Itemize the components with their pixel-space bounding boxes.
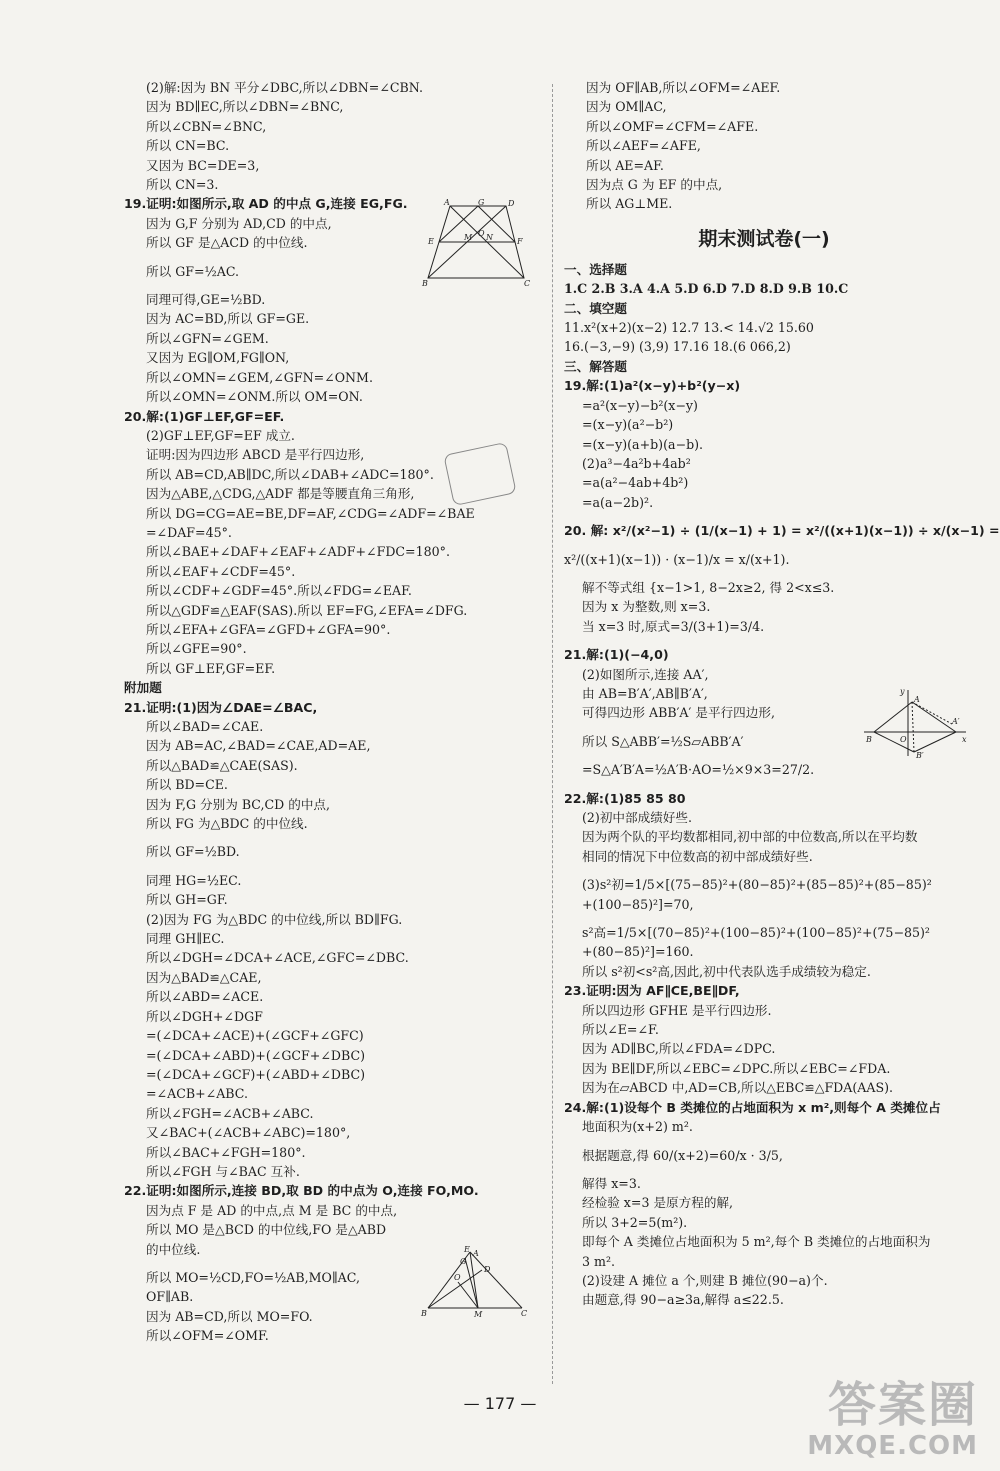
text-line: 因为 AD∥BC,所以∠FDA=∠DPC. bbox=[582, 1041, 776, 1057]
text-line: 同理 GH∥EC. bbox=[146, 931, 225, 947]
svg-text:G: G bbox=[460, 1257, 467, 1266]
text-line: 所以 AE=AF. bbox=[586, 157, 664, 173]
text-line: 相同的情况下中位数高的初中部成绩好些. bbox=[582, 848, 813, 864]
text-line: OF∥AB. bbox=[146, 1289, 194, 1305]
text-line: 因为 AB=CD,所以 MO=FO. bbox=[146, 1308, 313, 1324]
text-line: 所以∠AEF=∠AFE, bbox=[586, 138, 701, 154]
page-number: — 177 — bbox=[463, 1394, 537, 1413]
svg-text:D: D bbox=[508, 199, 515, 208]
text-line: 因为点 G 为 EF 的中点, bbox=[586, 177, 723, 193]
right-top-block bbox=[564, 78, 964, 214]
text-line: 3 m². bbox=[582, 1253, 616, 1269]
text-line: =S△A′B′A=½A′B·AO=½×9×3=27/2. bbox=[582, 762, 815, 778]
text-line: 19.解:(1)a²(x−y)+b²(y−x) bbox=[564, 378, 741, 394]
text-line: 所以∠BAD=∠CAE. bbox=[146, 719, 264, 734]
text-line: 由题意,得 90−a≥3a,解得 a≤22.5. bbox=[582, 1292, 784, 1308]
text-line: 经检验 x=3 是原方程的解, bbox=[582, 1195, 734, 1211]
text-line: 所以∠FGH 与∠BAC 互补. bbox=[146, 1163, 300, 1179]
text-line: 因为 BE∥DF,所以∠EBC=∠DPC.所以∠EBC=∠FDA. bbox=[582, 1060, 891, 1076]
text-line: =a²(x−y)−b²(x−y) bbox=[582, 397, 698, 413]
text-line: 所以 GH=GF. bbox=[146, 892, 228, 908]
text-line: 由 AB=B′A′,AB∥B′A′, bbox=[582, 685, 708, 701]
text-line: 11.x²(x+2)(x−2) 12.7 13.< 14.√2 15.60 bbox=[564, 320, 814, 336]
text-line: 所以 AB=CD,AB∥DC,所以∠DAB+∠ADC=180°. bbox=[146, 466, 434, 482]
text-line: 因为△BAD≌△CAE, bbox=[146, 969, 262, 985]
text-line: 根据题意,得 60/(x+2)=60/x · 3/5, bbox=[582, 1147, 783, 1163]
figure-q22-triangle bbox=[420, 1244, 532, 1318]
line-spacer bbox=[564, 636, 964, 645]
line-spacer bbox=[124, 833, 542, 842]
text-line: 的中位线. bbox=[146, 1241, 201, 1257]
text-line: 所以 S△ABB′=½S▱ABB′A′ bbox=[582, 733, 744, 749]
text-line: (3)s²初=1/5×[(75−85)²+(80−85)²+(85−85)²+(85−85)² bbox=[582, 877, 932, 893]
text-line: 21.解:(1)(−4,0) bbox=[564, 647, 669, 663]
figure-q21-coordinates bbox=[862, 688, 970, 760]
text-line: 所以 GF=½AC. bbox=[146, 263, 240, 279]
text-line: (2)因为 FG 为△BDC 的中位线,所以 BD∥FG. bbox=[146, 911, 403, 927]
text-line: 所以∠OMN=∠ONM.所以 OM=ON. bbox=[146, 389, 363, 405]
text-line: +(80−85)²]=160. bbox=[582, 944, 694, 960]
svg-text:A: A bbox=[444, 198, 450, 207]
svg-text:E: E bbox=[428, 237, 434, 246]
text-line: (2)a³−4a²b+4ab² bbox=[582, 455, 691, 471]
svg-text:O: O bbox=[900, 735, 907, 744]
text-line: 所以 BD=CE. bbox=[146, 777, 228, 793]
text-line: 又因为 BC=DE=3, bbox=[146, 157, 260, 173]
text-line: 当 x=3 时,原式=3/(3+1)=3/4. bbox=[582, 618, 765, 634]
line-spacer bbox=[564, 1137, 964, 1146]
text-line: 19.证明:如图所示,取 AD 的中点 G,连接 EG,FG. bbox=[124, 196, 408, 212]
text-line: 因为 x 为整数,则 x=3. bbox=[582, 599, 711, 615]
text-line: 因为 BD∥EC,所以∠DBN=∠BNC, bbox=[146, 99, 344, 115]
text-line: x²/((x+1)(x−1)) · (x−1)/x = x/(x+1). bbox=[564, 551, 790, 567]
text-line: 所以∠DGH=∠DCA+∠ACE,∠GFC=∠DBC. bbox=[146, 950, 409, 966]
text-line: 24.解:(1)设每个 B 类摊位的占地面积为 x m²,则每个 A 类摊位占 bbox=[564, 1099, 941, 1115]
svg-text:A: A bbox=[914, 695, 920, 704]
text-line: 22.证明:如图所示,连接 BD,取 BD 的中点为 O,连接 FO,MO. bbox=[124, 1183, 479, 1199]
text-line: 所以∠CBN=∠BNC, bbox=[146, 118, 267, 134]
text-line: 所以∠DGH+∠DGF bbox=[146, 1008, 263, 1024]
svg-text:O: O bbox=[454, 1273, 461, 1282]
text-line: +(100−85)²]=70, bbox=[582, 896, 694, 912]
svg-text:A: A bbox=[473, 1249, 479, 1258]
svg-text:M: M bbox=[464, 233, 473, 242]
text-line: 证明:因为四边形 ABCD 是平行四边形, bbox=[146, 447, 365, 463]
text-line: 二、填空题 bbox=[564, 300, 627, 316]
watermark-logo-text: 答案圈 bbox=[827, 1377, 978, 1433]
text-line: 因为 F,G 分别为 BC,CD 的中点, bbox=[146, 796, 331, 812]
text-line: 所以△BAD≌△CAE(SAS). bbox=[146, 757, 298, 773]
svg-text:E: E bbox=[464, 1245, 470, 1254]
text-line: 所以∠EFA+∠GFA=∠GFD+∠GFA=90°. bbox=[146, 621, 391, 637]
text-line: 所以 AG⊥ME. bbox=[586, 196, 673, 212]
figure-q19-trapezoid bbox=[420, 196, 532, 290]
text-line: (2)初中部成绩好些. bbox=[582, 810, 692, 825]
text-line: 所以∠GFN=∠GEM. bbox=[146, 330, 269, 346]
text-line: 可得四边形 ABB′A′ 是平行四边形, bbox=[582, 705, 775, 721]
svg-text:O: O bbox=[478, 229, 485, 238]
watermark-url: MXQE.COM bbox=[807, 1431, 978, 1461]
svg-text:M: M bbox=[474, 1310, 483, 1318]
svg-text:C: C bbox=[521, 1309, 528, 1318]
line-spacer bbox=[564, 1165, 964, 1174]
text-line: =(∠DCA+∠GCF)+(∠ABD+∠DBC) bbox=[146, 1066, 366, 1082]
text-line: 所以∠ABD=∠ACE. bbox=[146, 989, 264, 1005]
text-line: 因为 AB=AC,∠BAD=∠CAE,AD=AE, bbox=[146, 738, 371, 754]
svg-text:F: F bbox=[517, 237, 523, 246]
text-line: 20.解:(1)GF⊥EF,GF=EF. bbox=[124, 408, 285, 424]
text-line: 因为在▱ABCD 中,AD=CB,所以△EBC≌△FDA(AAS). bbox=[582, 1080, 894, 1096]
svg-text:B: B bbox=[422, 279, 428, 288]
text-line: 所以△GDF≌△EAF(SAS).所以 EF=FG,∠EFA=∠DFG. bbox=[146, 602, 468, 618]
line-spacer bbox=[564, 512, 964, 521]
text-line: 所以 MO=½CD,FO=½AB,MO∥AC, bbox=[146, 1269, 360, 1285]
section-title: 期末测试卷(一) bbox=[698, 227, 830, 250]
text-line: 所以 s²初<s²高,因此,初中代表队选手成绩较为稳定. bbox=[582, 963, 871, 979]
text-line: =∠ACB+∠ABC. bbox=[146, 1086, 248, 1102]
text-line: 所以 GF⊥EF,GF=EF. bbox=[146, 660, 276, 676]
text-line: s²高=1/5×[(70−85)²+(100−85)²+(100−85)²+(75−85)² bbox=[582, 925, 930, 941]
text-line: 所以∠EAF+∠CDF=45°. bbox=[146, 563, 296, 579]
text-line: (2)如图所示,连接 AA′, bbox=[582, 666, 709, 682]
text-line: 所以四边形 GFHE 是平行四边形. bbox=[582, 1002, 772, 1018]
text-line: =a(a²−4ab+4b²) bbox=[582, 475, 689, 491]
text-line: 所以∠OFM=∠OMF. bbox=[146, 1328, 269, 1344]
text-line: 所以 GF 是△ACD 的中位线. bbox=[146, 235, 308, 251]
text-line: 地面积为(x+2) m². bbox=[582, 1119, 693, 1135]
svg-text:D: D bbox=[484, 1265, 491, 1274]
line-spacer bbox=[564, 780, 964, 789]
svg-text:A′: A′ bbox=[952, 717, 960, 726]
text-line: =∠DAF=45°. bbox=[146, 524, 232, 540]
text-line: 所以∠BAC+∠FGH=180°. bbox=[146, 1144, 306, 1160]
svg-text:B: B bbox=[866, 735, 872, 744]
line-spacer bbox=[564, 569, 964, 578]
text-line: 因为点 F 是 AD 的中点,点 M 是 BC 的中点, bbox=[146, 1202, 398, 1218]
text-line: 所以∠FGH=∠ACB+∠ABC. bbox=[146, 1105, 314, 1121]
column-divider bbox=[552, 84, 553, 1384]
text-line: 所以 FG 为△BDC 的中位线. bbox=[146, 816, 308, 832]
text-line: 因为两个队的平均数都相同,初中部的中位数高,所以在平均数 bbox=[582, 829, 918, 845]
svg-text:B: B bbox=[421, 1309, 427, 1318]
text-line: 所以∠GFE=90°. bbox=[146, 641, 247, 657]
text-line: =(x−y)(a²−b²) bbox=[582, 417, 674, 433]
text-line: 所以 CN=3. bbox=[146, 177, 219, 193]
watermark bbox=[807, 1379, 978, 1461]
svg-text:x: x bbox=[962, 735, 967, 744]
text-line: 所以∠OMN=∠GEM,∠GFN=∠ONM. bbox=[146, 369, 373, 385]
text-line: 因为 AC=BD,所以 GF=GE. bbox=[146, 311, 310, 327]
text-line: 21.证明:(1)因为∠DAE=∠BAC, bbox=[124, 699, 318, 715]
line-spacer bbox=[564, 541, 964, 550]
text-line: 又∠BAC+(∠ACB+∠ABC)=180°, bbox=[146, 1125, 351, 1141]
text-line: (2)解:因为 BN 平分∠DBC,所以∠DBN=∠CBN. bbox=[146, 80, 423, 95]
text-line: (2)设建 A 摊位 a 个,则建 B 摊位(90−a)个. bbox=[582, 1272, 828, 1288]
text-line: 因为 G,F 分别为 AD,CD 的中点, bbox=[146, 215, 332, 231]
svg-text:y: y bbox=[900, 688, 905, 696]
svg-text:C: C bbox=[524, 279, 531, 288]
text-line: 又因为 EG∥OM,FG∥ON, bbox=[146, 350, 290, 366]
text-line: =(∠DCA+∠ABD)+(∠GCF+∠DBC) bbox=[146, 1047, 366, 1063]
text-line: 20. 解: x²/(x²−1) ÷ (1/(x−1) + 1) = x²/((x+1)(x−1)) ÷ x/(x−1) = bbox=[564, 523, 1000, 539]
svg-text:N: N bbox=[486, 233, 493, 242]
text-line: 因为△ABE,△CDG,△ADF 都是等腰直角三角形, bbox=[146, 486, 415, 502]
text-line: 因为 OM∥AC, bbox=[586, 99, 667, 115]
text-line: 因为 OF∥AB,所以∠OFM=∠AEF. bbox=[586, 80, 781, 95]
text-line: 所以 MO 是△BCD 的中位线,FO 是△ABD bbox=[146, 1222, 387, 1238]
text-line: 三、解答题 bbox=[564, 358, 627, 374]
text-line: 同理 HG=½EC. bbox=[146, 872, 242, 888]
text-line: 22.解:(1)85 85 80 bbox=[564, 790, 686, 806]
line-spacer bbox=[564, 914, 964, 923]
text-line: 解不等式组 {x−1>1, 8−2x≥2, 得 2<x≤3. bbox=[582, 579, 835, 595]
text-line: 所以 GF=½BD. bbox=[146, 844, 240, 860]
line-spacer bbox=[564, 866, 964, 875]
text-line: 附加题 bbox=[124, 680, 162, 696]
text-line: 所以 DG=CG=AE=BE,DF=AF,∠CDG=∠ADF=∠BAE bbox=[146, 505, 475, 521]
text-line: 1.C 2.B 3.A 4.A 5.D 6.D 7.D 8.D 9.B 10.C bbox=[564, 281, 849, 297]
text-line: 同理可得,GE=½BD. bbox=[146, 292, 266, 308]
svg-text:B′: B′ bbox=[916, 751, 924, 760]
text-line: (2)GF⊥EF,GF=EF 成立. bbox=[146, 427, 295, 443]
text-line: 23.证明:因为 AF∥CE,BE∥DF, bbox=[564, 983, 740, 999]
text-line: 16.(−3,−9) (3,9) 17.16 18.(6 066,2) bbox=[564, 339, 791, 355]
text-line: 一、选择题 bbox=[564, 261, 627, 277]
text-line: 所以∠CDF+∠GDF=45°.所以∠FDG=∠EAF. bbox=[146, 583, 412, 599]
text-line: 所以 3+2=5(m²). bbox=[582, 1214, 688, 1230]
text-line: 解得 x=3. bbox=[582, 1175, 641, 1191]
text-line: =(∠DCA+∠ACE)+(∠GCF+∠GFC) bbox=[146, 1028, 364, 1044]
text-line: 即每个 A 类摊位占地面积为 5 m²,每个 B 类摊位的占地面积为 bbox=[582, 1234, 931, 1250]
text-line: 所以∠OMF=∠CFM=∠AFE. bbox=[586, 118, 759, 134]
svg-text:G: G bbox=[478, 198, 485, 207]
text-line: 所以 CN=BC. bbox=[146, 138, 230, 154]
text-line: 所以∠E=∠F. bbox=[582, 1022, 659, 1038]
line-spacer bbox=[124, 862, 542, 871]
text-line: =(x−y)(a+b)(a−b). bbox=[582, 436, 704, 452]
right-body-block bbox=[564, 260, 1000, 1310]
text-line: 所以∠BAE+∠DAF+∠EAF+∠ADF+∠FDC=180°. bbox=[146, 544, 450, 560]
text-line: =a(a−2b)². bbox=[582, 494, 654, 510]
